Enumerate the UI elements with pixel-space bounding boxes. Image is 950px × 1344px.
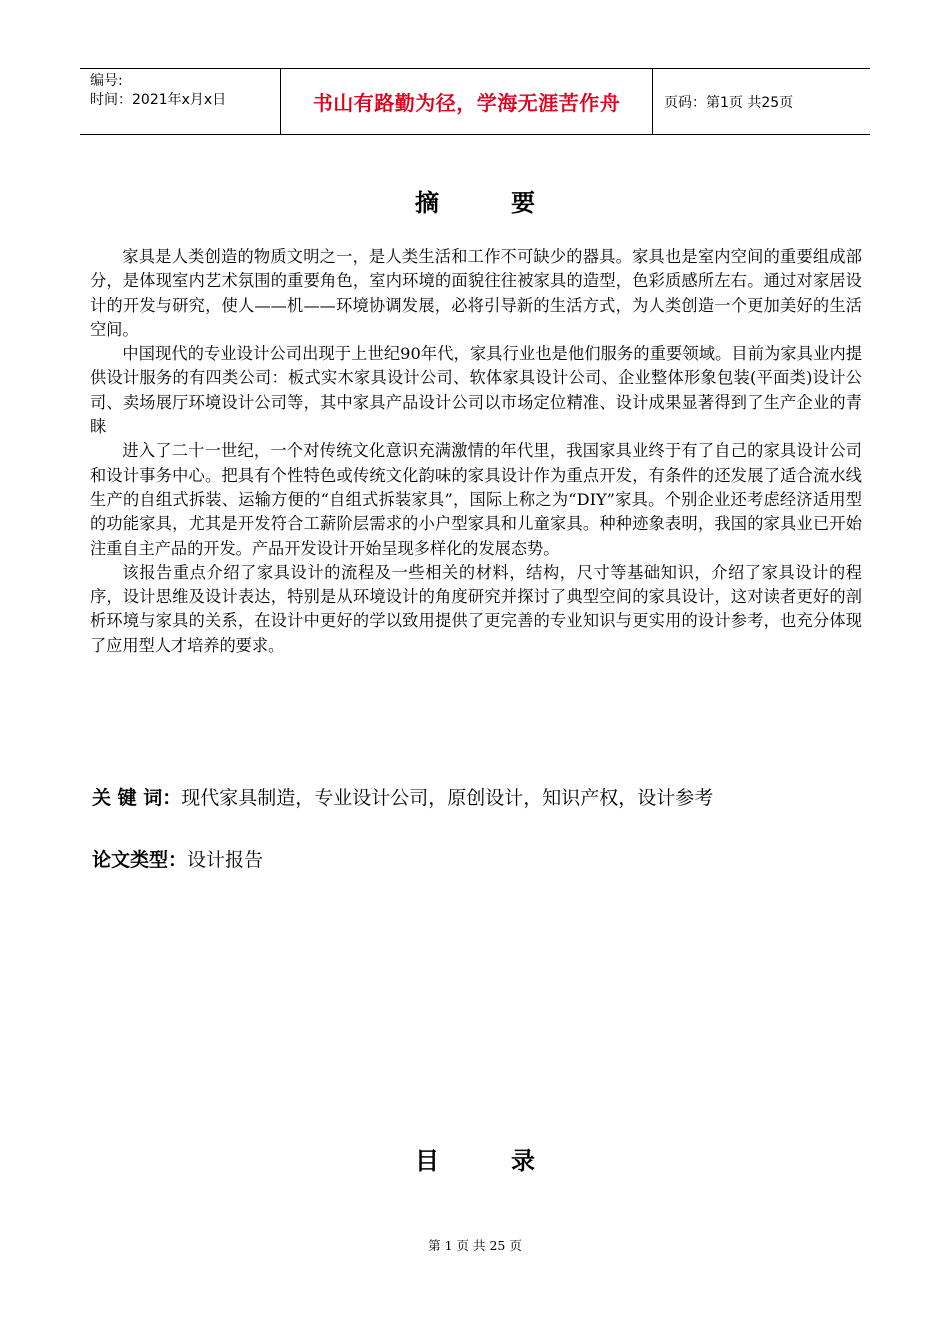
abstract-paragraph: 进入了二十一世纪，一个对传统文化意识充满激情的年代里，我国家具业终于有了自己的家具设计公司和设计事务中心。把具有个性特色或传统文化韵味的家具设计作为重点开发，有条件的还发展了适合流水线生产的自组式拆装、运输方便的“自组式拆装家具”，国际上称之为“DIY”家具。个别企业还考虑经济适用型的功能家具，尤其是开发符合工薪阶层需求的小户型家具和儿童家具。种种迹象表明，我国的家具业已开始注重自主产品的开发。产品开发设计开始呈现多样化的发展态势。 (90, 441, 862, 558)
header-motto: 书山有路勤为径，学海无涯苦作舟 (281, 69, 653, 134)
paper-type-value: 设计报告 (187, 849, 264, 871)
keywords-line (92, 783, 713, 810)
toc-title: 目 录 (415, 1147, 535, 1175)
paper-type-line (92, 845, 263, 872)
abstract-paragraph: 该报告重点介绍了家具设计的流程及一些相关的材料，结构，尺寸等基础知识，介绍了家具设计的程序，设计思维及设计表达，特别是从环境设计的角度研究并探讨了典型空间的家具设计，这对读者更好的剖析环境与家具的关系，在设计中更好的学以致用提供了更完善的专业知识与更实用的设计参考，也充分体现了应用型人才培养的要求。 (90, 562, 862, 655)
abstract-body (90, 245, 862, 658)
keywords-value: 现代家具制造，专业设计公司，原创设计，知识产权，设计参考 (181, 787, 714, 809)
document-date: 时间：2021年x月x日 (90, 92, 227, 108)
document-number-label: 编号: (90, 73, 123, 89)
paper-type-label: 论文类型： (92, 849, 188, 871)
keywords-label: 关 键 词： (92, 787, 182, 809)
abstract-title: 摘 要 (415, 188, 535, 217)
abstract-paragraph: 家具是人类创造的物质文明之一，是人类生活和工作不可缺少的器具。家具也是室内空间的重要组成部分，是体现室内艺术氛围的重要角色，室内环境的面貌往往被家具的造型，色彩质感所左右。通过对家居设计的开发与研究，使人——机——环境协调发展，必将引导新的生活方式，为人类创造一个更加美好的生活空间。 (90, 247, 862, 339)
page-header (80, 68, 870, 135)
page-footer: 第 1 页 共 25 页 (428, 1238, 522, 1253)
abstract-paragraph: 中国现代的专业设计公司出现于上世纪90年代，家具行业也是他们服务的重要领域。目前为家具业内提供设计服务的有四类公司：板式实木家具设计公司、软体家具设计公司、企业整体形象包装(平面类)设计公司、卖场展厅环境设计公司等，其中家具产品设计公司以市场定位精准、设计成果显著得到了生产企业的青睐 (90, 344, 862, 437)
header-meta (80, 69, 281, 134)
header-page-info: 页码：第1页 共25页 (664, 94, 794, 111)
